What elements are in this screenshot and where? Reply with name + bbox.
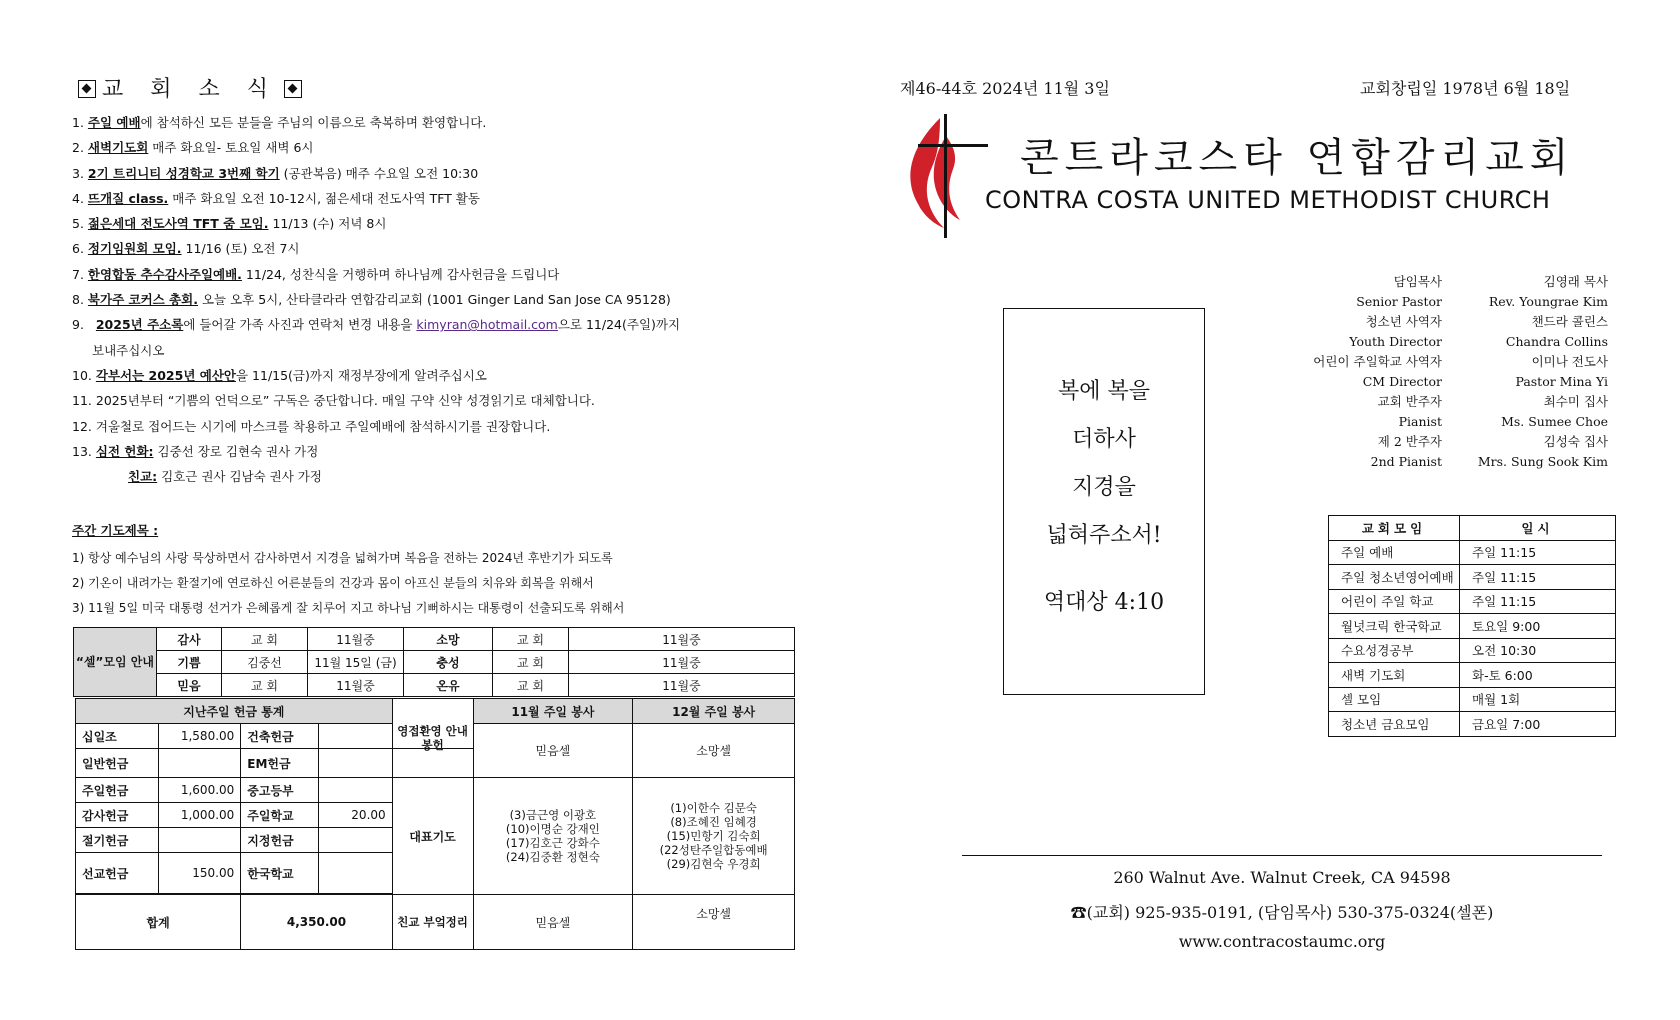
offering-table <box>75 698 795 950</box>
staff-role: 어린이 주일학교 사역자 <box>1313 354 1442 369</box>
table-row <box>1329 663 1616 688</box>
offering-value <box>318 853 392 894</box>
prayer-leader: (29)김현숙 우경희 <box>666 857 761 871</box>
news-item <box>72 161 792 186</box>
staff-name: 김영래 목사 <box>1543 274 1608 289</box>
offering-value <box>158 828 240 853</box>
table-cell: 11월중 <box>308 628 404 651</box>
news-item <box>72 363 792 388</box>
table-cell: 오전 10:30 <box>1460 638 1616 663</box>
staff-name: Ms. Sumee Choe <box>1501 414 1608 429</box>
news-bold: 북가주 코커스 총회. <box>87 292 198 308</box>
offering-label: 건축헌금 <box>241 724 318 749</box>
offering-label: 중고등부 <box>241 778 318 803</box>
staff-name: 김성숙 집사 <box>1543 434 1608 449</box>
news-bold: 2025년 주소록 <box>95 317 184 333</box>
table-header-row <box>1329 516 1616 541</box>
news-item <box>72 439 792 464</box>
news-num: 6. <box>72 241 84 257</box>
staff-name: Chandra Collins <box>1505 334 1608 349</box>
table-row <box>1329 638 1616 663</box>
news-item <box>72 236 792 261</box>
table-cell: 11월 15일 (금) <box>308 651 404 674</box>
news-num: 12. <box>72 418 92 434</box>
nov-service-header: 11월 주일 봉사 <box>473 699 633 724</box>
table-cell: 교 회 <box>222 674 308 697</box>
news-num: 13. <box>72 443 92 459</box>
table-cell: 김중선 <box>222 651 308 674</box>
offering-label: 선교헌금 <box>76 853 159 894</box>
news-text: (공관복음) 매주 수요일 오전 10:30 <box>279 165 479 181</box>
offering-label: 감사헌금 <box>76 803 159 828</box>
prayer-item: 1) 항상 예수님의 사랑 묵상하면서 감사하면서 지경을 넓혀가며 복음을 전하는 2024년 후반기가 되도록 <box>72 551 613 565</box>
diamond-icon <box>284 80 302 98</box>
table-cell: 소망 <box>404 628 493 651</box>
table-cell: 토요일 9:00 <box>1460 614 1616 639</box>
offering-value: 20.00 <box>318 803 392 828</box>
table-cell: 기쁨 <box>157 651 222 674</box>
news-num: 5. <box>72 216 84 232</box>
table-cell: 교 회 <box>493 628 569 651</box>
table-cell: 어린이 주일 학교 <box>1329 589 1460 614</box>
offering-value <box>318 749 392 778</box>
table-cell: 소망셀 <box>633 724 795 778</box>
news-bold: 뜨개질 class. <box>87 190 169 206</box>
news-bold: 새벽기도회 <box>87 140 149 156</box>
table-cell: 11월중 <box>308 674 404 697</box>
news-text: 으로 11/24(주일)까지 <box>557 317 681 333</box>
news-text: 김중선 장로 김현숙 권사 가정 <box>153 443 319 459</box>
offering-label: 주일헌금 <box>76 778 159 803</box>
news-bold: 주일 예배 <box>87 115 141 130</box>
table-row <box>1329 687 1616 712</box>
staff-role: 제 2 반주자 <box>1377 434 1442 449</box>
church-name-korean: 콘트라코스타 연합감리교회 <box>1020 135 1575 181</box>
table-cell: 교 회 <box>493 674 569 697</box>
news-item <box>72 135 792 160</box>
news-item <box>72 338 792 363</box>
offering-label: 한국학교 <box>241 853 318 894</box>
table-header: 일시 <box>1460 516 1616 541</box>
table-cell: 매월 1회 <box>1460 687 1616 712</box>
prayer-list <box>72 546 624 621</box>
issue-number: 제46-44호 2024년 11월 3일 <box>900 79 1110 98</box>
prayer-leader: (8)조혜진 임혜경 <box>670 815 757 829</box>
verse-line: 지경을 <box>1072 475 1136 500</box>
news-bold: 정기임원회 모임. <box>87 241 182 257</box>
table-row <box>76 778 795 803</box>
staff-name: 최수미 집사 <box>1543 394 1608 409</box>
meetings-table <box>1328 515 1616 737</box>
news-num: 9. <box>72 317 84 333</box>
greeter-label: 영접환영 안내봉헌 <box>392 724 473 753</box>
divider <box>962 855 1602 856</box>
table-row <box>1329 589 1616 614</box>
news-item <box>72 287 792 312</box>
table-cell: 교 회 <box>493 651 569 674</box>
news-text: 을 11/15(금)까지 재정부장에게 알려주십시오 <box>235 367 487 383</box>
news-text: 2025년부터 “기쁨의 언덕으로” 구독은 중단합니다. 매일 구약 신약 성경읽기로 대체합니다. <box>95 393 595 409</box>
news-num: 4. <box>72 190 84 206</box>
staff-role: Youth Director <box>1349 334 1442 349</box>
table-row <box>1329 712 1616 737</box>
prayer-item: 2) 기온이 내려가는 환절기에 연로하신 어른분들의 건강과 몸이 아프신 분들의 치유와 회복을 위해서 <box>72 576 594 590</box>
prayer-leader: (1)이한수 김문숙 <box>670 801 757 815</box>
news-item <box>72 388 792 413</box>
news-text: 11/16 (토) 오전 7시 <box>181 241 300 257</box>
news-item <box>72 262 792 287</box>
offering-label: 주일학교 <box>241 803 318 828</box>
verse-box <box>1003 308 1205 695</box>
news-num: 1. <box>72 115 84 130</box>
news-text: 에 들어갈 가족 사진과 연락처 변경 내용을 <box>183 317 417 333</box>
news-text: 에 참석하신 모든 분들을 주님의 이름으로 축복하며 환영합니다. <box>140 115 487 130</box>
verse-line: 복에 복을 <box>1057 379 1150 404</box>
verse-line: 넓혀주소서! <box>1046 523 1162 548</box>
dec-service-header: 12월 주일 봉사 <box>633 699 795 724</box>
news-num: 3. <box>72 165 84 181</box>
table-cell: 화-토 6:00 <box>1460 663 1616 688</box>
table-cell: 믿음셀 <box>473 895 633 950</box>
table-cell: 주일 청소년영어예배 <box>1329 565 1460 590</box>
staff-name: Pastor Mina Yi <box>1515 374 1608 389</box>
staff-name: 이미나 전도사 <box>1531 354 1608 369</box>
church-name-english: CONTRA COSTA UNITED METHODIST CHURCH <box>985 186 1551 214</box>
news-text: 11/24, 성찬식을 거행하며 하나님께 감사헌금을 드립니다 <box>241 266 560 282</box>
offering-value: 150.00 <box>158 853 240 894</box>
table-cell: 교 회 <box>222 628 308 651</box>
table-cell: 믿음 <box>157 674 222 697</box>
table-cell: 주일 11:15 <box>1460 565 1616 590</box>
total-label: 합계 <box>76 895 241 950</box>
table-cell: 11월중 <box>569 674 795 697</box>
staff-name: 챈드라 콜린스 <box>1531 314 1608 329</box>
news-bold: 젊은세대 전도사역 TFT 줌 모임. <box>87 216 269 232</box>
news-list <box>72 110 792 489</box>
news-title-text: 교 회 소 식 <box>102 77 278 102</box>
staff-role: Senior Pastor <box>1356 294 1442 309</box>
email-link[interactable]: kimyran@hotmail.com <box>416 317 558 333</box>
table-cell: 소망셀 <box>633 895 795 950</box>
news-num: 2. <box>72 140 84 156</box>
prayer-leader: (10)이명순 강재인 <box>505 822 600 836</box>
offering-label: 십일조 <box>76 724 159 749</box>
news-text: 김호근 권사 김남숙 권사 가정 <box>157 469 322 485</box>
staff-name: Mrs. Sung Sook Kim <box>1477 454 1608 469</box>
news-item <box>72 464 792 489</box>
table-cell: 온유 <box>404 674 493 697</box>
offering-value <box>318 828 392 853</box>
prayer-leader: (15)민항기 김숙희 <box>666 829 761 843</box>
table-cell: 청소년 금요모임 <box>1329 712 1460 737</box>
offering-value <box>158 749 240 778</box>
staff-role: 교회 반주자 <box>1377 394 1442 409</box>
verse-reference: 역대상 4:10 <box>1043 590 1165 615</box>
news-text: 11/13 (수) 저녁 8시 <box>268 216 387 232</box>
table-row <box>74 628 795 651</box>
offering-label: 일반헌금 <box>76 749 159 778</box>
prayer-heading: 주간 기도제목 : <box>72 523 159 538</box>
table-row <box>74 674 795 697</box>
offering-label: 절기헌금 <box>76 828 159 853</box>
news-title <box>72 72 308 103</box>
staff-roles <box>1262 272 1442 472</box>
staff-name: Rev. Youngrae Kim <box>1488 294 1608 309</box>
table-row <box>1329 565 1616 590</box>
table-cell: 새벽 기도회 <box>1329 663 1460 688</box>
news-item <box>72 211 792 236</box>
news-bold: 친교: <box>128 469 158 485</box>
news-item <box>72 186 792 211</box>
table-cell: 믿음셀 <box>473 724 633 778</box>
news-bold: 심전 헌화: <box>95 443 154 459</box>
church-phone: ☎(교회) 925-935-0191, (담임목사) 530-375-0324(셀폰) <box>1070 903 1494 922</box>
table-row <box>74 651 795 674</box>
prayer-leaders-dec <box>633 778 795 895</box>
table-row <box>76 699 795 724</box>
staff-role: 2nd Pianist <box>1370 454 1442 469</box>
news-text: 보내주십시오 <box>92 342 165 358</box>
church-website[interactable]: www.contracostaumc.org <box>1178 932 1386 951</box>
diamond-icon <box>78 80 96 98</box>
cell-guide-table <box>73 627 795 697</box>
news-text: 겨울철로 접어드는 시기에 마스크를 착용하고 주일예배에 참석하시기를 권장합니다. <box>95 418 551 434</box>
news-item <box>72 312 792 337</box>
offering-title: 지난주일 헌금 통계 <box>76 699 393 724</box>
news-text: 오늘 오후 5시, 산타클라라 연합감리교회 (1001 Ginger Land San Jose CA 95128) <box>197 292 671 308</box>
news-num: 7. <box>72 266 84 282</box>
offering-value <box>318 778 392 803</box>
table-row <box>76 895 795 950</box>
staff-names <box>1440 272 1608 472</box>
news-num: 8. <box>72 292 84 308</box>
offering-value <box>318 724 392 749</box>
table-cell: 주일 11:15 <box>1460 589 1616 614</box>
prayer-leader: (22성탄주일합동예배 <box>659 843 768 857</box>
prayer-leader: (24)김중환 정현숙 <box>505 850 600 864</box>
verse-line: 더하사 <box>1072 427 1136 452</box>
staff-role: Pianist <box>1398 414 1442 429</box>
offering-value: 1,580.00 <box>158 724 240 749</box>
table-cell: 충성 <box>404 651 493 674</box>
table-row <box>1329 540 1616 565</box>
table-cell: 주일 11:15 <box>1460 540 1616 565</box>
table-cell: 셀 모임 <box>1329 687 1460 712</box>
table-cell: 11월중 <box>569 628 795 651</box>
table-cell: 금요일 7:00 <box>1460 712 1616 737</box>
prayer-leader: (17)김호근 강화수 <box>505 836 600 850</box>
prayer-leaders-nov <box>473 778 633 895</box>
cross-and-flame-logo <box>900 106 1000 246</box>
offering-value: 1,000.00 <box>158 803 240 828</box>
offering-label: 지정헌금 <box>241 828 318 853</box>
offering-value: 1,600.00 <box>158 778 240 803</box>
total-value: 4,350.00 <box>241 895 392 950</box>
fellowship-label: 친교 부엌정리 <box>392 895 473 950</box>
news-bold: 한영합동 추수감사주일예배. <box>87 266 242 282</box>
cell-guide-label: “셀”모임 안내 <box>74 628 157 697</box>
staff-role: 청소년 사역자 <box>1365 314 1442 329</box>
news-text: 매주 화요일 오전 10-12시, 젊은세대 전도사역 TFT 활동 <box>168 190 480 206</box>
prayer-item: 3) 11월 5일 미국 대통령 선거가 은혜롭게 잘 치루어 지고 하나님 기뻐하시는 대통령이 선출되도록 위해서 <box>72 601 625 615</box>
news-item <box>72 414 792 439</box>
table-cell: 수요성경공부 <box>1329 638 1460 663</box>
table-header: 교회모임 <box>1329 516 1460 541</box>
news-num: 10. <box>72 367 92 383</box>
prayer-leader-label: 대표기도 <box>392 778 473 895</box>
offering-label: EM헌금 <box>241 749 318 778</box>
table-cell: 주일 예배 <box>1329 540 1460 565</box>
table-cell: 감사 <box>157 628 222 651</box>
staff-role: CM Director <box>1362 374 1442 389</box>
table-cell: 월넛크릭 한국학교 <box>1329 614 1460 639</box>
founded-date: 교회창립일 1978년 6월 18일 <box>1360 79 1571 98</box>
news-num: 11. <box>72 393 92 409</box>
table-row <box>1329 614 1616 639</box>
table-cell: 11월중 <box>569 651 795 674</box>
news-bold: 각부서는 2025년 예산안 <box>95 367 236 383</box>
news-bold: 2기 트리니티 성경학교 3번째 학기 <box>87 165 280 181</box>
staff-role: 담임목사 <box>1393 274 1442 289</box>
prayer-leader: (3)금근영 이광호 <box>509 808 597 822</box>
church-address: 260 Walnut Ave. Walnut Creek, CA 94598 <box>1113 868 1451 887</box>
news-text: 매주 화요일- 토요일 새벽 6시 <box>148 140 314 156</box>
news-item <box>72 110 792 135</box>
